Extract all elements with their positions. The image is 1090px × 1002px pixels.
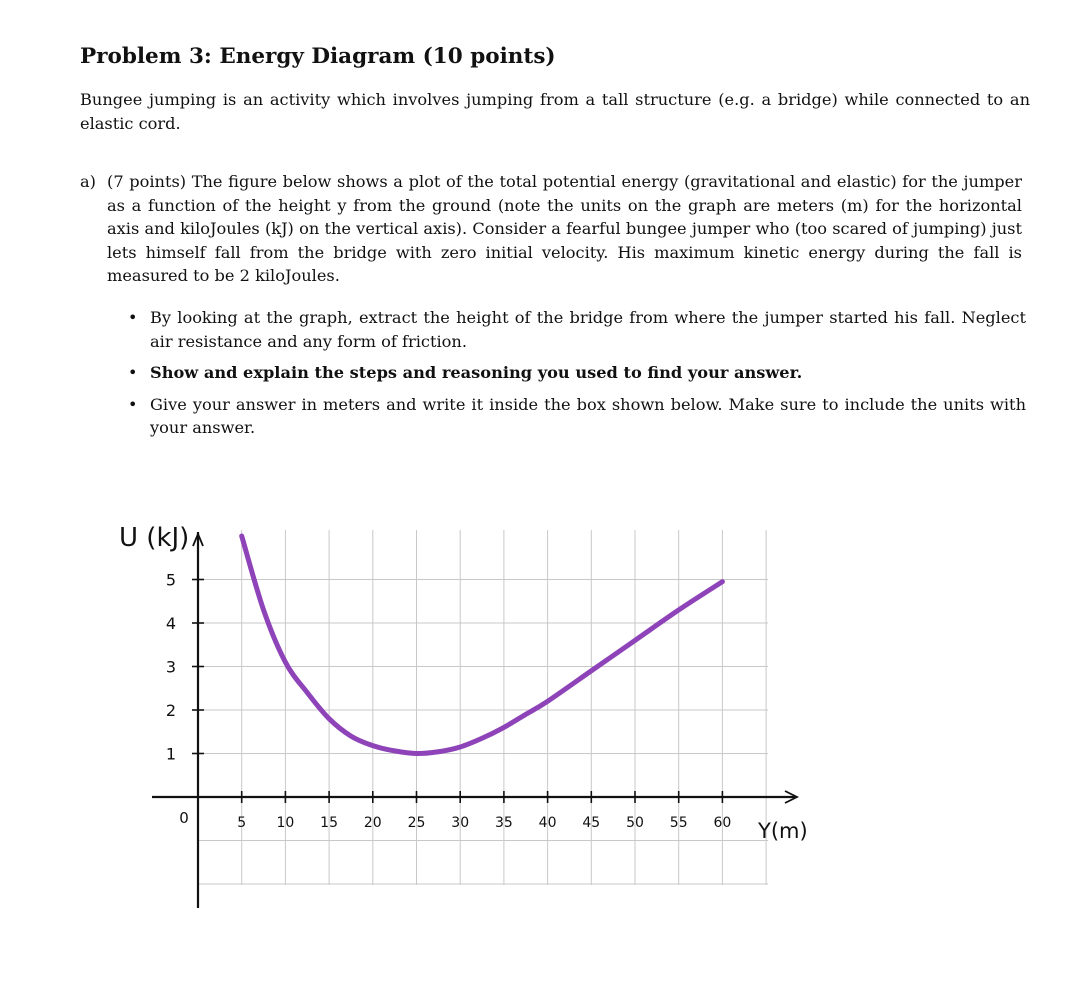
y-tick-label: 5 (165, 570, 176, 590)
x-tick-label: 15 (320, 815, 339, 831)
x-tick-label: 55 (669, 815, 688, 831)
chart-axes (152, 532, 797, 908)
x-tick-label: 25 (407, 815, 426, 831)
x-tick-label: 50 (626, 815, 644, 831)
bullet-icon: • (128, 394, 138, 414)
y-tick-label: 3 (165, 657, 176, 677)
chart-series (242, 536, 723, 754)
chart-labels (119, 523, 808, 843)
intro-paragraph: Bungee jumping is an activity which involves jumping from a tall structure (e.g. a bridge) while connected to an elastic cord. (80, 90, 1030, 133)
bullet-icon: • (128, 308, 138, 327)
x-tick-label: 45 (582, 815, 601, 831)
part-a-label: a) (80, 172, 96, 191)
series-line (242, 536, 723, 754)
y-tick-label: 2 (165, 701, 176, 720)
chart-grid (198, 530, 768, 885)
x-tick-label: 10 (276, 815, 295, 831)
problem-title: Problem 3: Energy Diagram (10 points) (80, 44, 556, 69)
y-tick-label: 1 (165, 744, 176, 764)
x-tick-label: 60 (713, 815, 732, 831)
origin-label: 0 (179, 809, 189, 827)
part-a-text: (7 points) The figure below shows a plot of the total potential energy (gravitational and elastic) for the jumper as a function of the height y from the ground (note the units on the graph are meters (m) for the horizontal axis and kiloJoules (kJ) on the vertical axis). Consider a fearful bungee jumper who (too scared of jumping) just lets himself fall from the bridge with zero initial velocity. His maximum kinetic energy during the fall is measured to be 2 kiloJoules. (107, 172, 1022, 285)
x-tick-label: 30 (451, 815, 470, 831)
instruction-text: Show and explain the steps and reasoning you used to find your answer. (150, 363, 803, 382)
instruction-text: Give your answer in meters and write it inside the box shown below. Make sure to include the units with your answer. (150, 394, 1026, 437)
chart-ticks (192, 580, 722, 804)
x-tick-label: 40 (538, 815, 557, 831)
x-axis-title: Y(m) (758, 819, 808, 843)
y-axis-title: U (kJ) (119, 523, 190, 553)
bullet-icon: • (128, 363, 138, 382)
x-tick-label: 5 (237, 815, 247, 831)
x-tick-label: 20 (363, 815, 382, 831)
instruction-text: By looking at the graph, extract the height of the bridge from where the jumper started his fall. Neglect air resistance and any form of friction. (150, 308, 1026, 351)
y-tick-label: 4 (165, 614, 176, 633)
x-tick-label: 35 (494, 815, 513, 831)
